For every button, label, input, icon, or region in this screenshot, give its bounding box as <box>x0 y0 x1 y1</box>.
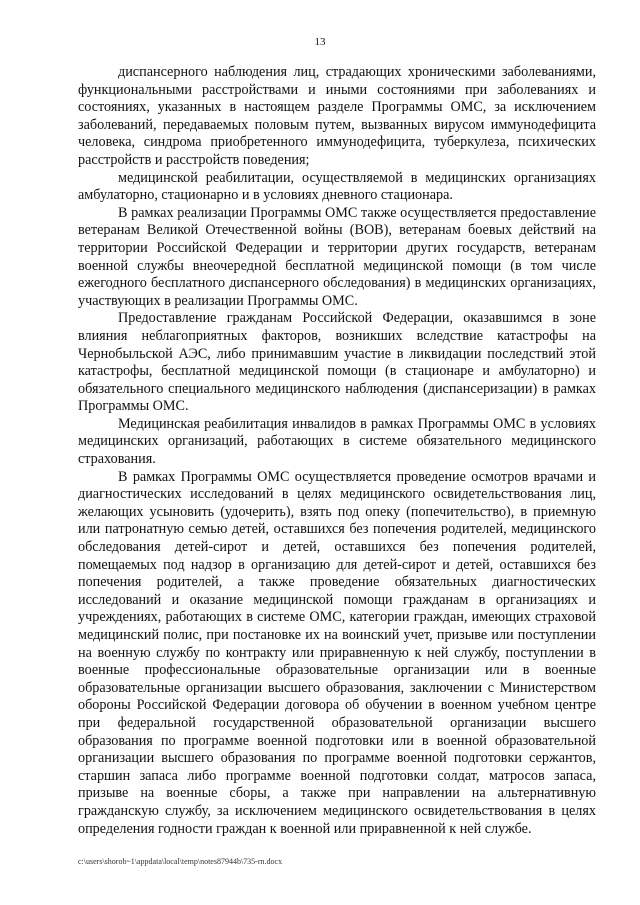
paragraph-disabled-rehabilitation: Медицинская реабилитация инвалидов в рамках Программы ОМС в условиях медицинских организаций, работающих в системе обязательного медицинского страхования. <box>78 415 596 468</box>
document-body <box>78 64 596 838</box>
paragraph-veterans-care: В рамках реализации Программы ОМС также осуществляется предоставление ветеранам Великой Отечественной войны (ВОВ), ветеранам боевых действий на территории Российской Федерации и территории других государств, ветеранам военной службы внеочередной бесплатной медицинской помощи (в том числе ежегодного бесплатного диспансерного обследования) в медицинских организациях, участвующих в реализации Программы ОМС. <box>78 204 596 309</box>
paragraph-medical-rehabilitation: медицинской реабилитации, осуществляемой в медицинских организациях амбулаторно, стационарно и в условиях дневного стационара. <box>78 169 596 204</box>
paragraph-chernobyl-citizens: Предоставление гражданам Российской Федерации, оказавшимся в зоне влияния неблагоприятных факторов, возникших вследствие катастрофы на Чернобыльской АЭС, либо принимавшим участие в ликвидации последствий этой катастрофы, бесплатной медицинской помощи (в стационаре и амбулаторно) и обязательного специального медицинского наблюдения (диспансеризации) в рамках Программы ОМС. <box>78 310 596 415</box>
paragraph-dispensary-observation: диспансерного наблюдения лиц, страдающих хроническими заболеваниями, функциональными расстройствами и иными состояниями при заболеваниях и состояниях, указанных в настоящем разделе Программы ОМС, за исключением заболеваний, передаваемых половым путем, вызванных вирусом иммунодефицита человека, синдрома приобретенного иммунодефицита, туберкулеза, психических расстройств и расстройств поведения; <box>78 64 596 168</box>
footer-file-path: c:\users\shorob~1\appdata\local\temp\notes87944b\735-rn.docx <box>78 857 283 866</box>
page-number: 13 <box>314 36 326 48</box>
paragraph-medical-examinations: В рамках Программы ОМС осуществляется проведение осмотров врачами и диагностических исследований в целях медицинского освидетельствования лиц, желающих усыновить (удочерить), взять под опеку (попечительство), в приемную или патронатную семью детей, оставшихся без попечения родителей, медицинского обследования детей-сирот и детей, оставшихся без попечения родителей, помещаемых под надзор в организацию для детей-сирот и детей, оставшихся без попечения родителей, а также проведение обязательных диагностических исследований и оказание медицинской помощи гражданам в организациях и учреждениях, работающих в системе ОМС, категории граждан, имеющих страховой медицинский полис, при постановке их на воинский учет, призыве или поступлении на военную службу по контракту или приравненную к ней службу, поступлении в военные профессиональные образовательные организации или в военные образовательные организации высшего образования, заключении с Министерством обороны Российской Федерации договора об обучении в военном учебном центре при федеральной государственной образовательной организации высшего образования по программе военной подготовки или в военной образовательной организации высшего образования по программе военной подготовки сержантов, старшин запаса либо программе военной подготовки солдат, матросов запаса, призыве на военные сборы, а также при направлении на альтернативную гражданскую службу, за исключением медицинского освидетельствования в целях определения годности граждан к военной или приравненной к ней службе. <box>78 468 596 837</box>
